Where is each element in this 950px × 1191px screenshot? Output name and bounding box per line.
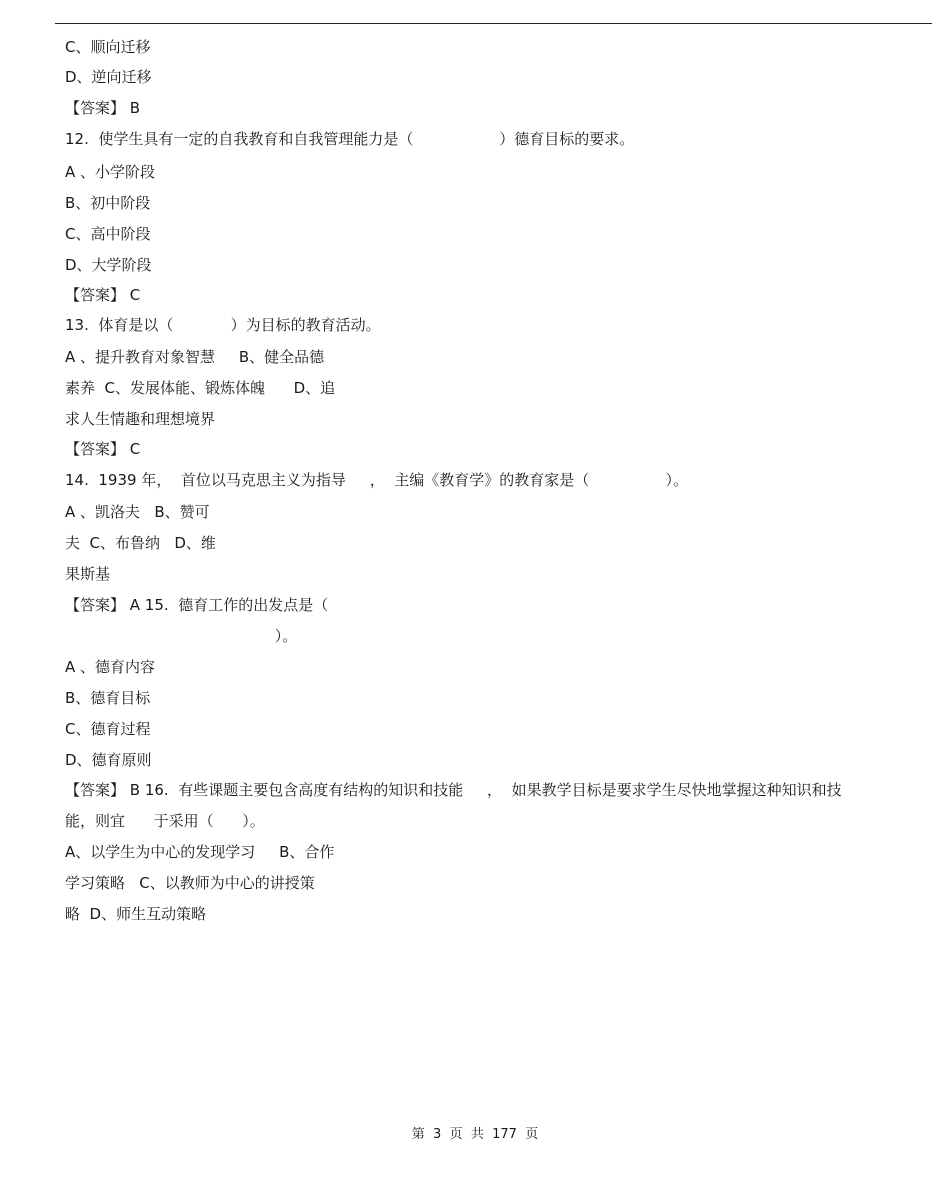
question-line: ）。 [65, 627, 298, 645]
answer-line: 【答案】 C [65, 286, 141, 304]
option-line: C、高中阶段 [65, 225, 151, 243]
option-line: A 、德育内容 [65, 658, 156, 676]
option-line: A 、小学阶段 [65, 163, 156, 181]
answer-line: 【答案】 B [65, 99, 141, 117]
question-line: 能，则宜 于采用（ ）。 [65, 812, 265, 830]
question-line: 14. 1939 年， 首位以马克思主义为指导 ， 主编《教育学》的教育家是（ ）。 [65, 471, 689, 489]
option-line: C、顺向迁移 [65, 38, 151, 56]
answer-line: 【答案】 C [65, 440, 141, 458]
answer-line: 【答案】 B 16. 有些课题主要包含高度有结构的知识和技能 ， 如果教学目标是要求学生尽快地掌握这种知识和技 [65, 781, 842, 799]
option-line: A 、提升教育对象智慧 B、健全品德 [65, 348, 325, 366]
option-line: D、大学阶段 [65, 256, 152, 274]
option-line: D、德育原则 [65, 751, 152, 769]
option-line: 略 D、师生互动策略 [65, 905, 207, 923]
option-line: 夫 C、布鲁纳 D、维 [65, 534, 216, 552]
question-line: 13. 体育是以（ ）为目标的教育活动。 [65, 316, 381, 334]
option-line: 学习策略 C、以教师为中心的讲授策 [65, 874, 315, 892]
option-line: B、初中阶段 [65, 194, 151, 212]
page-footer: 第 3 页 共 177 页 [411, 1127, 539, 1142]
question-line: 12. 使学生具有一定的自我教育和自我管理能力是（ ）德育目标的要求。 [65, 130, 635, 148]
answer-line: 【答案】 A 15. 德育工作的出发点是（ [65, 596, 329, 614]
option-line: 果斯基 [65, 565, 111, 583]
option-line: D、逆向迁移 [65, 68, 152, 86]
option-line: A 、凯洛夫 B、赞可 [65, 503, 210, 521]
header-rule [55, 23, 932, 24]
option-line: 求人生情趣和理想境界 [65, 410, 216, 428]
option-line: C、德育过程 [65, 720, 151, 738]
option-line: 素养 C、发展体能、锻炼体魄 D、追 [65, 379, 336, 397]
option-line: A、以学生为中心的发现学习 B、合作 [65, 843, 335, 861]
option-line: B、德育目标 [65, 689, 151, 707]
